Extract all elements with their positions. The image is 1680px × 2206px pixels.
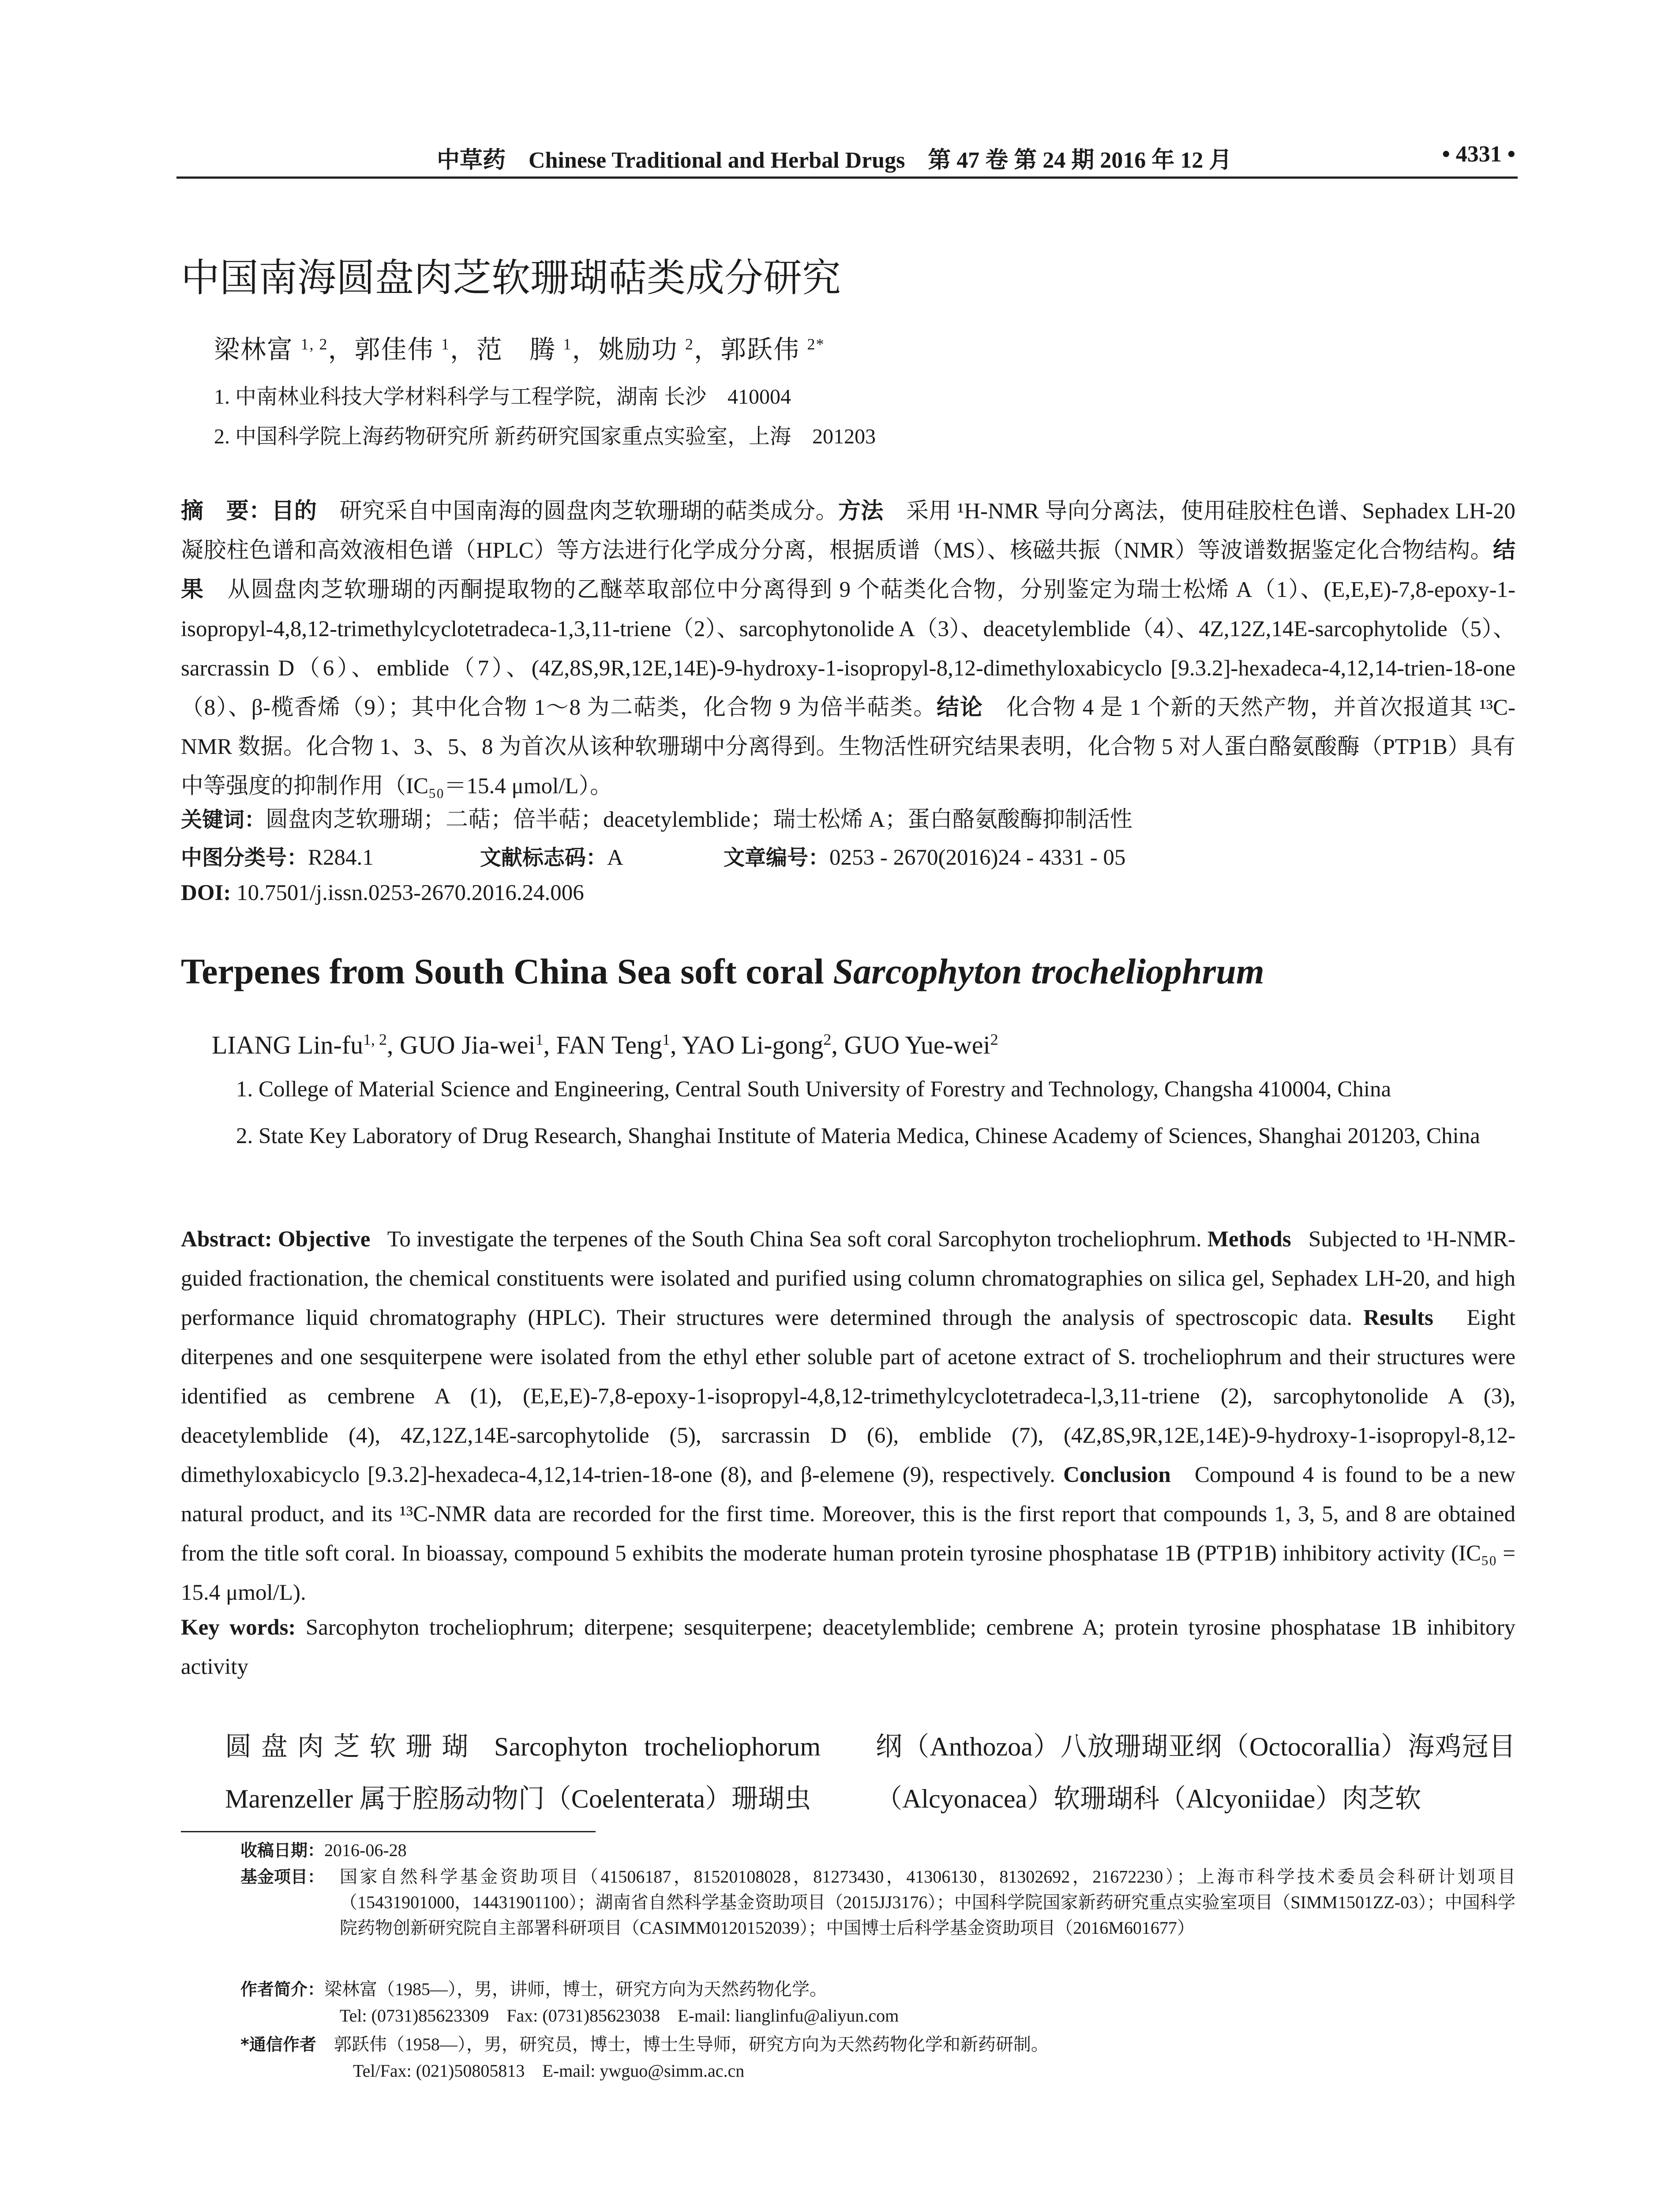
keywords-en <box>181 1608 1515 1687</box>
affiliation-cn-1: 1. 中南林业科技大学材料科学与工程学院，湖南 长沙 410004 <box>214 385 791 409</box>
footnote-funding <box>240 1864 1515 1941</box>
objective-cn: 研究采自中国南海的圆盘肉芝软珊瑚的萜类成分。 <box>339 499 838 524</box>
results-cn: 从圆盘肉芝软珊瑚的丙酮提取物的乙醚萃取部位中分离得到 9 个萜类化合物，分别鉴定为瑞士松烯 A（1）、(E,E,E)-7,8-epoxy-1-isopropyl-4,8,12-trimethylcyclotetradeca-1,3,11-triene（2）、sarcophytonolide A（3）、deacetylemblide（4）、4Z,12Z,14E-sarcophytolide（5）、sarcrassin D（6）、emblide（7）、(4Z,8S,9R,12E,14E)-9-hydroxy-1-isopropyl-8,12-dimethyloxabicyclo [9.3.2]-hexadeca-4,12,14-trien-18-one（8）、β-榄香烯（9）；其中化合物 1～8 为二萜类，化合物 9 为倍半萜类。 <box>181 578 1515 720</box>
authors-cn: 梁林富 $^{1, 2}$，郭佳伟 $^1$，范 腾 $^1$，姚励功 $^2$，郭跃伟 $^{2*}$ <box>214 335 825 364</box>
objective-cn-label: 目的 <box>271 499 317 524</box>
abstract-en-label: Abstract: <box>181 1227 272 1252</box>
keywords-cn <box>181 801 1132 833</box>
corr-label: *通信作者 <box>240 2035 316 2054</box>
corresponding-contact: Tel/Fax: (021)50805813 E-mail: ywguo@simm.ac.cn <box>353 2061 745 2081</box>
authors-en: LIANG Lin-fu$^{1, 2}$, GUO Jia-wei$^1$, FAN Teng$^1$, YAO Li-gong$^2$, GUO Yue-wei$^2$ <box>212 1031 998 1059</box>
funding-label: 基金项目： <box>240 1867 325 1887</box>
abstract-cn <box>181 492 1515 806</box>
methods-cn: 采用 ¹H-NMR 导向分离法，使用硅胶柱色谱、Sephadex LH-20 凝胶柱色谱和高效液相色谱（HPLC）等方法进行化学成分分离，根据质谱（MS）、核磁共振（NMR）等波谱数据鉴定化合物结构。 <box>181 499 1515 563</box>
abstract-cn-label: 摘 要： <box>181 499 272 524</box>
title-en-text: Terpenes from South China Sea soft coral <box>181 951 833 991</box>
methods-en: Subjected to ¹H-NMR-guided fractionation, the chemical constituents were isolated and purified using column chromatographies on silica gel, Sephadex LH-20, and high performance liquid chromatography (HPLC). Their structures were determined through the analysis of spectroscopic data. <box>181 1227 1516 1330</box>
objective-en-label: Objective <box>278 1227 371 1252</box>
objective-en: To investigate the terpenes of the South China Sea soft coral Sarcophyton trocheliophrum. <box>387 1227 1202 1252</box>
conclusion-cn-label: 结论 <box>936 695 983 720</box>
corr-bio: 郭跃伟（1958—），男，研究员，博士，博士生导师，研究方向为天然药物化学和新药研制。 <box>334 2034 1049 2054</box>
footnote-corresponding <box>240 2032 1049 2057</box>
clc-value: R284.1 <box>308 845 374 870</box>
body-text-right: 纲（Anthozoa）八放珊瑚亚纲（Octocorallia）海鸡冠目（Alcyonacea）软珊瑚科（Alcyoniidae）肉芝软 <box>876 1732 1515 1813</box>
footnote-rule <box>181 1831 596 1832</box>
body-text-left: 圆盘肉芝软珊瑚 Sarcophyton trocheliophorum Marenzeller 属于腔肠动物门（Coelenterata）珊瑚虫 <box>225 1732 821 1813</box>
author-contact: Tel: (0731)85623309 Fax: (0731)85623038 E-mail: lianglinfu@aliyun.com <box>340 2006 899 2026</box>
journal-name: 中草药 Chinese Traditional and Herbal Drugs 第 47 卷 第 24 期 2016 年 12 月 <box>437 148 1232 173</box>
funding-text: 国家自然科学基金资助项目（41506187，81520108028，81273430，41306130，81302692，21672230）；上海市科学技术委员会科研计划项目（15431901000，14431901100）；湖南省自然科学基金资助项目（2015JJ3176）；中国科学院国家新药研究重点实验室项目（SIMM1501ZZ-03）；中国科学院药物创新研究院自主部署科研项目（CASIMM0120152039）；中国博士后科学基金资助项目（2016M601677） <box>340 1867 1515 1938</box>
keywords-cn-label: 关键词： <box>181 807 266 832</box>
affiliation-en-2: 2. State Key Laboratory of Drug Research, Shanghai Institute of Materia Medica, Chinese Academy of Sciences, Shanghai 201203, China <box>236 1124 1480 1148</box>
conclusion-en: Compound 4 is found to be a new natural product, and its ¹³C-NMR data are recorded for the first time. Moreover, this is the first report that compounds 1, 3, 5, and 8 are obtained from the title soft coral. In bioassay, compound 5 exhibits the moderate human protein tyrosine phosphatase 1B (PTP1B) inhibitory activity (IC₅₀ = 15.4 μmol/L). <box>181 1463 1515 1605</box>
article-no-value: 0253 - 2670(2016)24 - 4331 - 05 <box>829 845 1126 870</box>
body-column-right <box>876 1721 1515 1825</box>
body-column-left <box>181 1721 821 1825</box>
doc-code-label: 文献标志码： <box>480 845 608 870</box>
keywords-en-label: Key words: <box>181 1615 296 1640</box>
methods-en-label: Methods <box>1207 1227 1291 1252</box>
doi-label: DOI: <box>181 881 231 905</box>
article-no-label: 文章编号： <box>724 845 830 870</box>
methods-cn-label: 方法 <box>838 499 884 524</box>
conclusion-en-label: Conclusion <box>1063 1463 1171 1487</box>
page-number: • 4331 • <box>1442 142 1515 167</box>
doi-value: 10.7501/j.issn.0253-2670.2016.24.006 <box>236 881 584 905</box>
results-en-label: Results <box>1363 1306 1433 1330</box>
footnote-author <box>240 1977 827 2002</box>
doc-code-value: A <box>607 845 623 870</box>
footnote-received <box>240 1838 407 1863</box>
title-en <box>181 951 1264 992</box>
results-cn-label: 结果 <box>181 538 1515 602</box>
received-date: 2016-06-28 <box>324 1840 407 1860</box>
results-en: Eight diterpenes and one sesquiterpene were isolated from the ethyl ether soluble part of acetone extract of S. trocheliophrum and their structures were identified as cembrene A (1), (E,E,E)-7,8-epoxy-1-isopropyl-4,8,12-trimethylcyclotetradeca-l,3,11-triene (2), sarcophytonolide A (3), deacetylemblide (4), 4Z,12Z,14E-sarcophytolide (5), sarcrassin D (6), emblide (7), (4Z,8S,9R,12E,14E)-9-hydroxy-1-isopropyl-8,12-dimethyloxabicyclo [9.3.2]-hexadeca-4,12,14-trien-18-one (8), and β-elemene (9), respectively. <box>181 1306 1516 1487</box>
received-label: 收稿日期： <box>240 1841 325 1860</box>
title-en-species: Sarcophyton trocheliophrum <box>833 951 1264 991</box>
conclusion-cn: 化合物 4 是 1 个新的天然产物，并首次报道其 ¹³C-NMR 数据。化合物 1、3、5、8 为首次从该种软珊瑚中分离得到。生物活性研究结果表明，化合物 5 对人蛋白酪氨酸酶（PTP1B）具有中等强度的抑制作用（IC₅₀＝15.4 μmol/L）。 <box>181 695 1515 799</box>
affiliation-cn-2: 2. 中国科学院上海药物研究所 新药研究国家重点实验室，上海 201203 <box>214 425 876 448</box>
clc-label: 中图分类号： <box>181 845 308 870</box>
keywords-en-text: Sarcophyton trocheliophrum; diterpene; sesquiterpene; deacetylemblide; cembrene A; protein tyrosine phosphatase 1B inhibitory activity <box>181 1615 1516 1679</box>
running-header <box>179 141 1515 176</box>
doi-row <box>181 880 584 906</box>
header-rule <box>176 176 1518 179</box>
affiliation-en-1: 1. College of Material Science and Engineering, Central South University of Forestry and Technology, Changsha 410004, China <box>236 1077 1391 1102</box>
author-bio: 梁林富（1985—），男，讲师，博士，研究方向为天然药物化学。 <box>324 1979 828 1999</box>
keywords-cn-text: 圆盘肉芝软珊瑚；二萜；倍半萜；deacetylemblide；瑞士松烯 A；蛋白酪氨酸酶抑制活性 <box>266 807 1132 832</box>
author-label: 作者简介： <box>240 1980 325 1999</box>
abstract-en <box>181 1220 1515 1613</box>
title-cn: 中国南海圆盘肉芝软珊瑚萜类成分研究 <box>181 255 841 300</box>
